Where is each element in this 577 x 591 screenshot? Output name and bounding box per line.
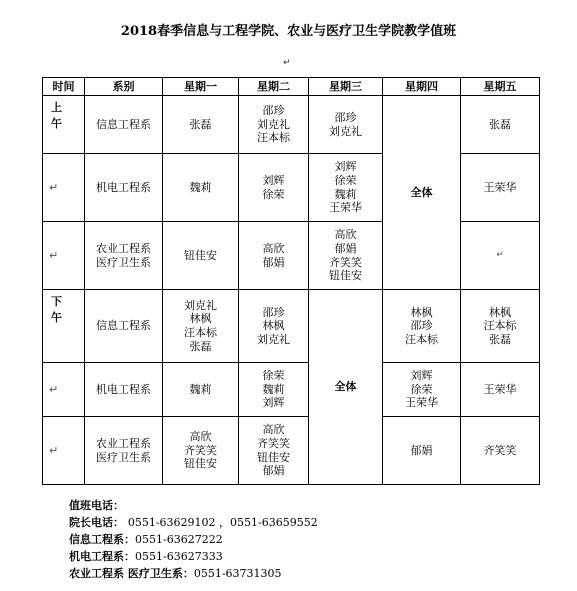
name-line: 刘辉 xyxy=(410,369,433,383)
name-line: 徐荣 xyxy=(262,369,285,383)
name-line: 医疗卫生系 xyxy=(96,450,151,464)
info-phone-row xyxy=(69,531,318,548)
mech-phone-value: 0551-63627333 xyxy=(135,550,223,563)
wed-cell xyxy=(309,222,383,290)
name-line: 齐笑笑 xyxy=(257,436,290,450)
fri-empty-cell: ↵ xyxy=(461,222,540,290)
return-mark: ↵ xyxy=(283,58,291,68)
name-line: 汪本标 xyxy=(257,131,290,145)
thu-cell xyxy=(383,290,461,363)
session-char: 上午 xyxy=(51,101,62,130)
empty-cell: ↵ xyxy=(43,222,85,290)
session-char: 下午 xyxy=(51,295,62,324)
name-line: 高欣 xyxy=(189,430,212,444)
name-line: 郁娟 xyxy=(334,241,357,255)
name-line: 刘克礼 xyxy=(257,117,290,131)
thu-cell xyxy=(383,417,461,485)
name-line: 张磊 xyxy=(189,117,212,131)
name-line: 邵珍 xyxy=(262,305,285,319)
mon-cell xyxy=(163,154,239,222)
name-line: 郁娟 xyxy=(262,464,285,478)
name-line: 邵珍 xyxy=(262,104,285,118)
dept-cell xyxy=(85,363,163,417)
name-line: 信息工程系 xyxy=(96,319,151,333)
name-line: 高欣 xyxy=(262,423,285,437)
dean-phone-label: 院长电话： xyxy=(69,516,124,529)
header-wed: 星期三 xyxy=(309,78,383,96)
fri-cell xyxy=(461,363,540,417)
name-line: 高欣 xyxy=(262,241,285,255)
name-line: 齐笑笑 xyxy=(184,443,217,457)
header-tue: 星期二 xyxy=(239,78,309,96)
name-line: 郁娟 xyxy=(410,443,433,457)
name-line: 农业工程系 xyxy=(96,436,151,450)
header-dept: 系别 xyxy=(85,78,163,96)
name-line: 信息工程系 xyxy=(96,117,151,131)
tue-cell xyxy=(239,154,309,222)
name-line: 魏莉 xyxy=(189,180,212,194)
name-line: 钮佳安 xyxy=(184,457,217,471)
tue-cell xyxy=(239,96,309,154)
mech-phone-row xyxy=(69,548,318,565)
name-line: 林枫 xyxy=(262,319,285,333)
name-line: 汪本标 xyxy=(483,319,517,333)
name-line: 刘辉 xyxy=(262,173,285,187)
name-line: 张磊 xyxy=(489,117,511,131)
fri-cell xyxy=(461,290,540,363)
dept-cell xyxy=(85,417,163,485)
name-line: 徐荣 xyxy=(334,173,357,187)
table-row xyxy=(43,290,540,363)
name-line: 郁娟 xyxy=(262,255,285,269)
fri-cell xyxy=(461,154,540,222)
agri-phone-row xyxy=(69,565,318,582)
session-morning xyxy=(43,96,85,154)
wed-cell xyxy=(309,96,383,154)
mon-cell xyxy=(163,96,239,154)
tue-cell xyxy=(239,417,309,485)
name-line: 刘辉 xyxy=(334,160,357,174)
mon-cell xyxy=(163,222,239,290)
table-row xyxy=(43,154,540,222)
name-line: 齐笑笑 xyxy=(329,255,362,269)
name-line: 钮佳安 xyxy=(257,450,290,464)
name-line: 林枫 xyxy=(489,305,511,319)
dept-cell xyxy=(85,96,163,154)
table-row xyxy=(43,417,540,485)
name-line: 汪本标 xyxy=(405,332,438,346)
empty-cell: ↵ xyxy=(43,363,85,417)
header-thu: 星期四 xyxy=(383,78,461,96)
mon-cell xyxy=(163,363,239,417)
name-line: 机电工程系 xyxy=(96,382,151,396)
dean-phone-value: 0551-63629102 ，0551-63659552 xyxy=(127,516,318,529)
header-row xyxy=(43,78,540,96)
name-line: 邵珍 xyxy=(334,110,357,124)
header-mon: 星期一 xyxy=(163,78,239,96)
info-phone-label: 信息工程系： xyxy=(69,533,135,546)
name-line: 刘克礼 xyxy=(329,124,362,138)
name-line: 徐荣 xyxy=(262,187,285,201)
name-line: 王荣华 xyxy=(483,382,517,396)
name-line: 徐荣 xyxy=(410,382,433,396)
tue-cell xyxy=(239,363,309,417)
tue-cell xyxy=(239,222,309,290)
name-line: 钮佳安 xyxy=(329,269,362,283)
duty-phones xyxy=(69,497,318,582)
wed-cell xyxy=(309,154,383,222)
agri-phone-value: 0551-63731305 xyxy=(193,567,282,580)
name-line: 农业工程系 xyxy=(96,241,151,255)
name-line: 王荣华 xyxy=(329,201,362,215)
name-line: 高欣 xyxy=(334,228,357,242)
name-line: 汪本标 xyxy=(184,326,217,339)
table-row xyxy=(43,96,540,154)
header-time: 时间 xyxy=(43,78,85,96)
name-line: 魏莉 xyxy=(262,382,285,396)
table-row xyxy=(43,222,540,290)
tue-cell xyxy=(239,290,309,363)
name-line: 刘辉 xyxy=(262,396,285,410)
session-afternoon xyxy=(43,290,85,363)
name-line: 机电工程系 xyxy=(96,180,151,194)
header-fri: 星期五 xyxy=(461,78,540,96)
page-title: 2018春季信息与工程学院、农业与医疗卫生学院教学值班 xyxy=(120,24,457,39)
info-phone-value: 0551-63627222 xyxy=(135,533,223,546)
phones-heading: 值班电话： xyxy=(69,499,124,512)
name-line: 张磊 xyxy=(489,332,511,346)
name-line: 魏莉 xyxy=(189,382,212,396)
name-line: 魏莉 xyxy=(334,187,357,201)
name-line: 钮佳安 xyxy=(184,248,217,262)
dept-cell xyxy=(85,290,163,363)
wed-all-cell: 全体 xyxy=(309,290,383,485)
thu-all-cell: 全体 xyxy=(383,96,461,290)
table-row xyxy=(43,363,540,417)
name-line: 王荣华 xyxy=(483,180,517,194)
fri-cell xyxy=(461,96,540,154)
dept-cell xyxy=(85,222,163,290)
thu-cell xyxy=(383,363,461,417)
name-line: 刘克礼 xyxy=(257,332,290,346)
fri-cell xyxy=(461,417,540,485)
mon-cell xyxy=(163,290,239,363)
agri-phone-label: 农业工程系 医疗卫生系： xyxy=(69,567,194,580)
empty-cell: ↵ xyxy=(43,154,85,222)
empty-cell: ↵ xyxy=(43,417,85,485)
name-line: 林枫 xyxy=(189,312,212,326)
name-line: 医疗卫生系 xyxy=(96,255,151,269)
dean-phone-row xyxy=(69,514,318,531)
mon-cell xyxy=(163,417,239,485)
duty-table xyxy=(42,77,540,485)
mech-phone-label: 机电工程系： xyxy=(69,550,135,563)
name-line: 邵珍 xyxy=(410,319,433,333)
name-line: 张磊 xyxy=(189,339,212,353)
name-line: 林枫 xyxy=(410,305,433,319)
name-line: 王荣华 xyxy=(405,396,438,410)
name-line: 刘克礼 xyxy=(184,298,217,312)
name-line: 齐笑笑 xyxy=(483,443,517,457)
dept-cell xyxy=(85,154,163,222)
